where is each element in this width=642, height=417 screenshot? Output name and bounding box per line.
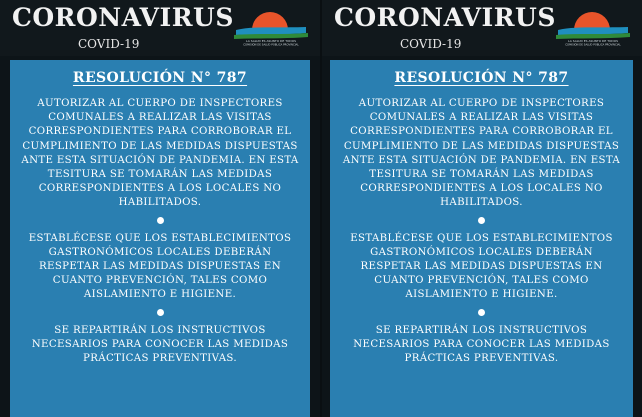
header bbox=[0, 0, 320, 56]
paragraph-inspectors: AUTORIZAR AL CUERPO DE INSPECTORES COMUNALES A REALIZAR LAS VISITAS CORRESPONDIENTES PARA CORROBORAR EL CUMPLIMIENTO DE LAS MEDIDAS DISPUESTAS ANTE ESTA SITUACIÓN DE PANDEMIA. EN ESTA TESITURA SE TOMARÁN LAS MEDIDAS CORRESPONDIENTES A LOS LOCALES NO HABILITADOS. bbox=[342, 98, 621, 209]
resolution-title: RESOLUCIÓN N° 787 bbox=[394, 70, 569, 86]
header bbox=[322, 0, 642, 56]
paragraph-inspectors: AUTORIZAR AL CUERPO DE INSPECTORES COMUNALES A REALIZAR LAS VISITAS CORRESPONDIENTES PARA CORROBORAR EL CUMPLIMIENTO DE LAS MEDIDAS DISPUESTAS ANTE ESTA SITUACIÓN DE PANDEMIA. EN ESTA TESITURA SE TOMARÁN LAS MEDIDAS CORRESPONDIENTES A LOS LOCALES NO HABILITADOS. bbox=[21, 98, 299, 209]
resolution-panel bbox=[330, 60, 633, 417]
paragraph-gastronomic: ESTABLÉCESE QUE LOS ESTABLECIMIENTOS GASTRONÓMICOS LOCALES DEBERÁN RESPETAR LAS MEDIDAS DISPUESTAS EN CUANTO PREVENCIÓN, TALES COMO AISLAMIENTO E HIGIENE. bbox=[350, 232, 613, 301]
bullet-dot-icon bbox=[478, 217, 485, 224]
logo-caption: LA SALUD ES ASUNTO DE TODOS bbox=[568, 39, 618, 43]
bullet-dot-icon bbox=[157, 309, 164, 316]
header-title: CORONAVIRUS bbox=[12, 3, 234, 32]
paragraph-gastronomic: ESTABLÉCESE QUE LOS ESTABLECIMIENTOS GASTRONÓMICOS LOCALES DEBERÁN RESPETAR LAS MEDIDAS DISPUESTAS EN CUANTO PREVENCIÓN, TALES COMO AISLAMIENTO E HIGIENE. bbox=[28, 232, 292, 301]
paragraph-instructions: SE REPARTIRÁN LOS INSTRUCTIVOS NECESARIOS PARA CONOCER LAS MEDIDAS PRÁCTICAS PREVENTIVAS. bbox=[31, 324, 289, 365]
bullet-dot-icon bbox=[157, 217, 164, 224]
logo-subcaption: COMISIÓN DE SALUD PÚBLICA PROVINCIAL bbox=[243, 43, 299, 46]
logo-subcaption: COMISIÓN DE SALUD PÚBLICA PROVINCIAL bbox=[565, 43, 621, 46]
right-copy bbox=[320, 0, 642, 417]
sunset-over-water-logo-icon bbox=[554, 6, 632, 46]
left-copy bbox=[0, 0, 320, 417]
resolution-panel bbox=[10, 60, 310, 417]
resolution-title: RESOLUCIÓN N° 787 bbox=[72, 70, 248, 86]
header-title: CORONAVIRUS bbox=[334, 3, 556, 32]
sunset-over-water-logo-icon bbox=[232, 6, 310, 46]
header-subtitle: COVID-19 bbox=[78, 37, 140, 51]
paragraph-instructions: SE REPARTIRÁN LOS INSTRUCTIVOS NECESARIOS PARA CONOCER LAS MEDIDAS PRÁCTICAS PREVENTIVAS. bbox=[353, 324, 610, 365]
header-subtitle: COVID-19 bbox=[400, 37, 462, 51]
logo-caption: LA SALUD ES ASUNTO DE TODOS bbox=[246, 39, 296, 43]
bullet-dot-icon bbox=[478, 309, 485, 316]
